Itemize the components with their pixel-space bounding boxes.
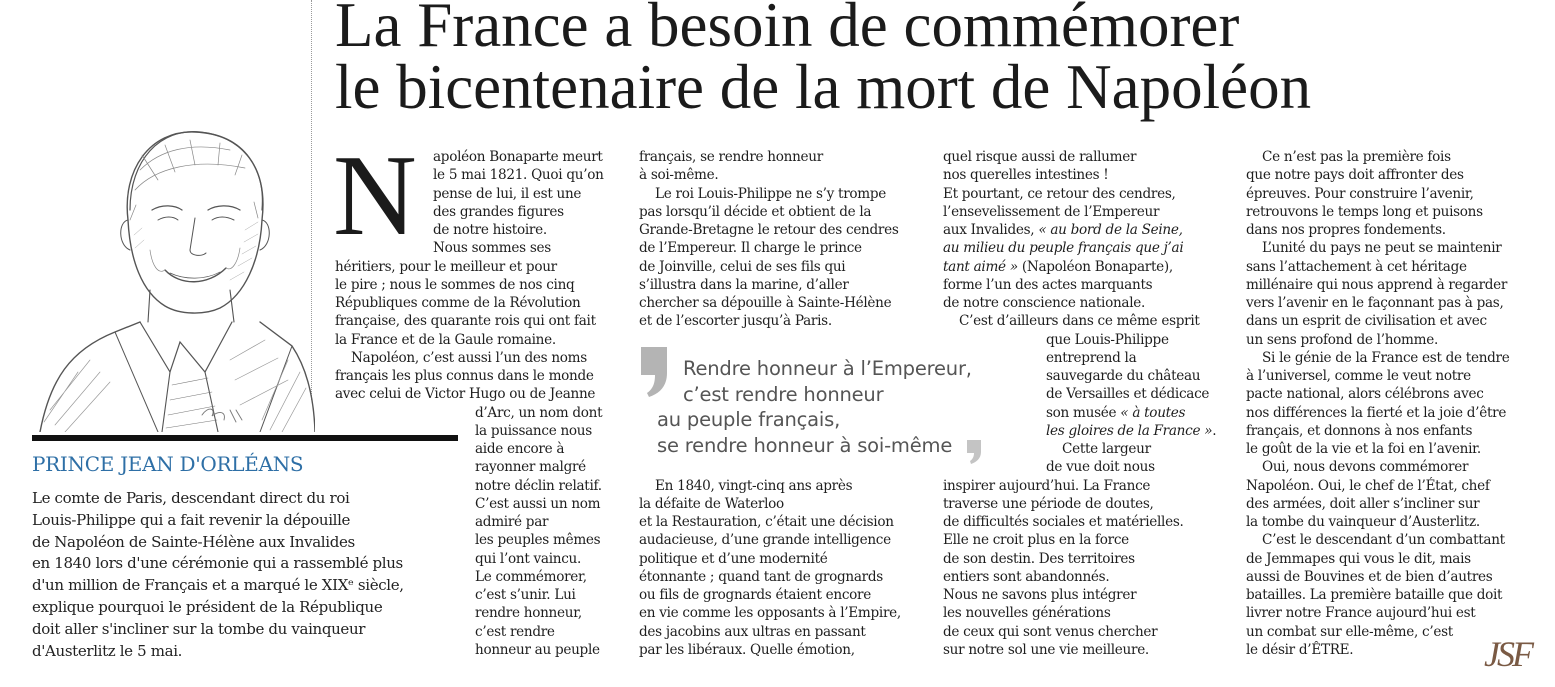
body-line: Républiques comme de la Révolution <box>335 295 581 311</box>
body-line: entreprend la <box>1046 349 1137 366</box>
body-line: que Louis-Philippe <box>1046 331 1169 348</box>
body-line: Oui, nous devons commémorer <box>1262 459 1469 476</box>
body-line: qui l’ont vaincu. <box>475 550 581 567</box>
quote-close-mark-icon <box>965 440 983 464</box>
body-line: à soi-même. <box>639 167 719 184</box>
museum-quote: « à toutes <box>1120 404 1186 421</box>
column-2-bottom <box>639 477 901 660</box>
intro-line: d'un million de Français et a marqué le XIXᵉ siècle, <box>32 576 404 595</box>
museum-quote: les gloires de la France » <box>1046 422 1213 439</box>
body-line <box>943 258 1200 276</box>
intro-standfirst <box>32 488 452 662</box>
body-line: que notre pays doit affronter des <box>1246 167 1464 184</box>
body-line: vers l’avenir en le façonnant pas à pas, <box>1246 295 1504 311</box>
body-line: admiré par <box>475 514 549 530</box>
body-line: le goût de la vie et la foi en l’avenir. <box>1246 441 1481 457</box>
body-line: française, des quarante rois qui ont fait <box>335 313 596 330</box>
body-line: de l’Empereur. Il charge le prince <box>639 240 862 257</box>
body-line: de Jemmapes qui vous le dit, mais <box>1246 550 1471 567</box>
body-line: de notre histoire. <box>433 222 547 238</box>
body-line <box>1046 404 1216 422</box>
body-line: sauvegarde du château <box>1046 368 1201 384</box>
body-line: rayonner malgré <box>475 459 586 476</box>
column-4 <box>1246 148 1510 659</box>
body-line: En 1840, vingt-cinq ans après <box>655 477 853 494</box>
body-line: français les plus connus dans le monde <box>335 368 594 384</box>
body-line: Grande-Bretagne le retour des cendres <box>639 222 899 238</box>
body-text: aux Invalides, <box>943 222 1039 238</box>
napoleon-quote: « au bord de la Seine, <box>1038 222 1183 238</box>
intro-line: Le comte de Paris, descendant direct du roi <box>32 489 350 507</box>
body-line: chercher sa dépouille à Sainte-Hélène <box>639 295 892 311</box>
body-line: entiers sont abandonnés. <box>943 568 1110 585</box>
body-line: inspirer aujourd’hui. La France <box>943 477 1151 494</box>
body-line: traverse une période de doutes, <box>943 495 1154 512</box>
column-2-top <box>639 148 899 331</box>
column-3-narrow <box>1046 331 1216 477</box>
body-line: audacieuse, d’une grande intelligence <box>639 532 891 549</box>
body-line: le 5 mai 1821. Quoi qu’on <box>433 167 604 184</box>
pull-quote <box>657 356 972 458</box>
body-line <box>943 221 1200 239</box>
body-line: Napoléon, c’est aussi l’un des noms <box>351 349 587 366</box>
column-3-top <box>943 148 1200 331</box>
body-line: de Joinville, celui de ses fils qui <box>639 258 846 275</box>
column-3-bottom <box>943 477 1184 660</box>
body-line: les peuples mêmes <box>475 532 601 549</box>
body-line: retrouvons le temps long et puisons <box>1246 203 1483 220</box>
column-1-middle <box>335 258 596 404</box>
body-line: Nous ne savons plus intégrer <box>943 587 1137 603</box>
body-line: de vue doit nous <box>1046 459 1155 476</box>
body-line: par les libéraux. Quelle émotion, <box>639 641 855 658</box>
column-1-top <box>433 148 604 258</box>
body-text: (Napoléon Bonaparte), <box>1017 258 1173 275</box>
body-line: politique et d’une modernité <box>639 550 828 567</box>
body-line: des armées, doit aller s’incliner sur <box>1246 495 1480 512</box>
body-line: Napoléon. Oui, le chef de l’État, chef <box>1246 477 1490 494</box>
body-line: notre déclin relatif. <box>475 477 602 494</box>
body-line: Nous sommes ses <box>433 240 551 257</box>
body-line: la puissance nous <box>475 422 592 439</box>
byline-rule <box>32 435 458 441</box>
body-line: forme l’un des actes marquants <box>943 276 1153 293</box>
pull-quote-line: c’est rendre honneur <box>683 382 884 406</box>
body-line: C’est aussi un nom <box>475 495 601 512</box>
body-line: millénaire qui nous apprend à regarder <box>1246 276 1508 293</box>
body-line: de notre conscience nationale. <box>943 295 1146 311</box>
body-line: de difficultés sociales et matérielles. <box>943 514 1184 530</box>
body-line: de Versailles et dédicace <box>1046 386 1210 403</box>
body-line: rendre honneur, <box>475 605 582 622</box>
body-line: la tombe du vainqueur d’Austerlitz. <box>1246 514 1480 530</box>
intro-line: en 1840 lors d'une cérémonie qui a rassemblé plus <box>32 554 403 573</box>
body-line: dans nos propres fondements. <box>1246 222 1446 238</box>
body-line: d’Arc, un nom dont <box>475 404 603 421</box>
signature-watermark: JSF <box>1484 634 1531 674</box>
body-line: de ceux qui sont venus chercher <box>943 623 1158 640</box>
body-line: des grandes figures <box>433 203 564 220</box>
body-line: honneur au peuple <box>475 641 600 658</box>
author-portrait-sketch <box>30 110 315 432</box>
body-line: dans un esprit de civilisation et avec <box>1246 313 1487 330</box>
body-line: ou fils de grognards étaient encore <box>639 587 871 603</box>
body-line: le désir d’ÊTRE. <box>1246 641 1354 658</box>
headline-line-1: La France a besoin de commémorer <box>335 0 1240 60</box>
body-line: étonnante ; quand tant de grognards <box>639 568 883 585</box>
body-line: batailles. La première bataille que doit <box>1246 587 1503 603</box>
pull-quote-line: au peuple français, <box>657 408 841 431</box>
body-line: pas lorsqu’il décide et obtient de la <box>639 203 872 220</box>
body-line: les nouvelles générations <box>943 605 1111 622</box>
body-line: des jacobins aux ultras en passant <box>639 623 866 640</box>
intro-line: doit aller s'incliner sur la tombe du vainqueur <box>32 619 366 638</box>
column-1-bottom <box>475 404 602 660</box>
body-line: C’est le descendant d’un combattant <box>1262 532 1505 549</box>
body-line <box>1046 422 1216 440</box>
body-line: L’unité du pays ne peut se maintenir <box>1262 240 1502 257</box>
napoleon-quote: au milieu du peuple français que j’ai <box>943 240 1184 257</box>
author-name: PRINCE JEAN D'ORLÉANS <box>32 452 304 476</box>
body-line: nos différences la fierté et la joie d’être <box>1246 404 1507 421</box>
body-line: de son destin. Des territoires <box>943 550 1135 567</box>
intro-line: explique pourquoi le président de la République <box>32 597 383 616</box>
body-line: en vie comme les opposants à l’Empire, <box>639 605 901 622</box>
body-line: à l’universel, comme le veut notre <box>1246 368 1471 384</box>
body-line: nos querelles intestines ! <box>943 167 1109 184</box>
body-line: la France et de la Gaule romaine. <box>335 331 556 348</box>
body-line: Le roi Louis-Philippe ne s’y trompe <box>655 185 887 202</box>
body-line: l’ensevelissement de l’Empereur <box>943 203 1160 220</box>
body-line: Si le génie de la France est de tendre <box>1262 349 1510 366</box>
body-line: Ce n’est pas la première fois <box>1262 149 1451 165</box>
intro-line: d'Austerlitz le 5 mai. <box>32 641 183 660</box>
body-line: C’est d’ailleurs dans ce même esprit <box>959 313 1200 330</box>
body-text: . <box>1212 422 1217 439</box>
napoleon-quote: tant aimé » <box>943 258 1018 275</box>
body-line: Elle ne croit plus en la force <box>943 532 1129 549</box>
body-line: c’est s’unir. Lui <box>475 587 576 603</box>
intro-line: Louis-Philippe qui a fait revenir la dépouille <box>32 510 351 529</box>
body-text: son musée <box>1046 404 1121 421</box>
intro-line: de Napoléon de Sainte-Hélène aux Invalides <box>32 532 355 551</box>
body-line: français, se rendre honneur <box>639 149 823 165</box>
body-line <box>943 239 1200 257</box>
body-line: et de l’escorter jusqu’à Paris. <box>639 313 832 330</box>
body-line: apoléon Bonaparte meurt <box>433 149 603 165</box>
body-line: la défaite de Waterloo <box>639 495 784 512</box>
body-line: héritiers, pour le meilleur et pour <box>335 258 557 275</box>
headline <box>335 0 1312 122</box>
body-line: pense de lui, il est une <box>433 185 582 202</box>
body-line: le pire ; nous le sommes de nos cinq <box>335 276 575 293</box>
body-line: un sens profond de l’homme. <box>1246 331 1439 348</box>
body-line: épreuves. Pour construire l’avenir, <box>1246 185 1474 202</box>
pull-quote-line: Rendre honneur à l’Empereur, <box>683 357 972 380</box>
headline-line-2: le bicentenaire de la mort de Napoléon <box>335 52 1312 122</box>
body-line: c’est rendre <box>475 623 555 640</box>
body-line: Le commémorer, <box>475 568 587 585</box>
body-line: un combat sur elle-même, c’est <box>1246 623 1453 640</box>
body-line: Et pourtant, ce retour des cendres, <box>943 185 1176 202</box>
body-line: sans l’attachement à cet héritage <box>1246 258 1467 275</box>
body-line: quel risque aussi de rallumer <box>943 149 1137 165</box>
body-line: aussi de Bouvines et de bien d’autres <box>1246 568 1493 585</box>
body-line: Cette largeur <box>1062 441 1151 457</box>
body-line: s’illustra dans la marine, d’aller <box>639 276 849 293</box>
body-line: et la Restauration, c’était une décision <box>639 514 894 530</box>
drop-cap: N <box>333 132 417 260</box>
body-line: français, et donnons à nos enfants <box>1246 422 1473 439</box>
pull-quote-line: se rendre honneur à soi-même <box>657 433 953 457</box>
body-line: livrer notre France aujourd’hui est <box>1246 605 1476 622</box>
body-line: sur notre sol une vie meilleure. <box>943 641 1149 658</box>
body-line: avec celui de Victor Hugo ou de Jeanne <box>335 386 596 403</box>
body-line: aide encore à <box>475 441 565 457</box>
body-line: pacte national, alors célébrons avec <box>1246 386 1484 403</box>
